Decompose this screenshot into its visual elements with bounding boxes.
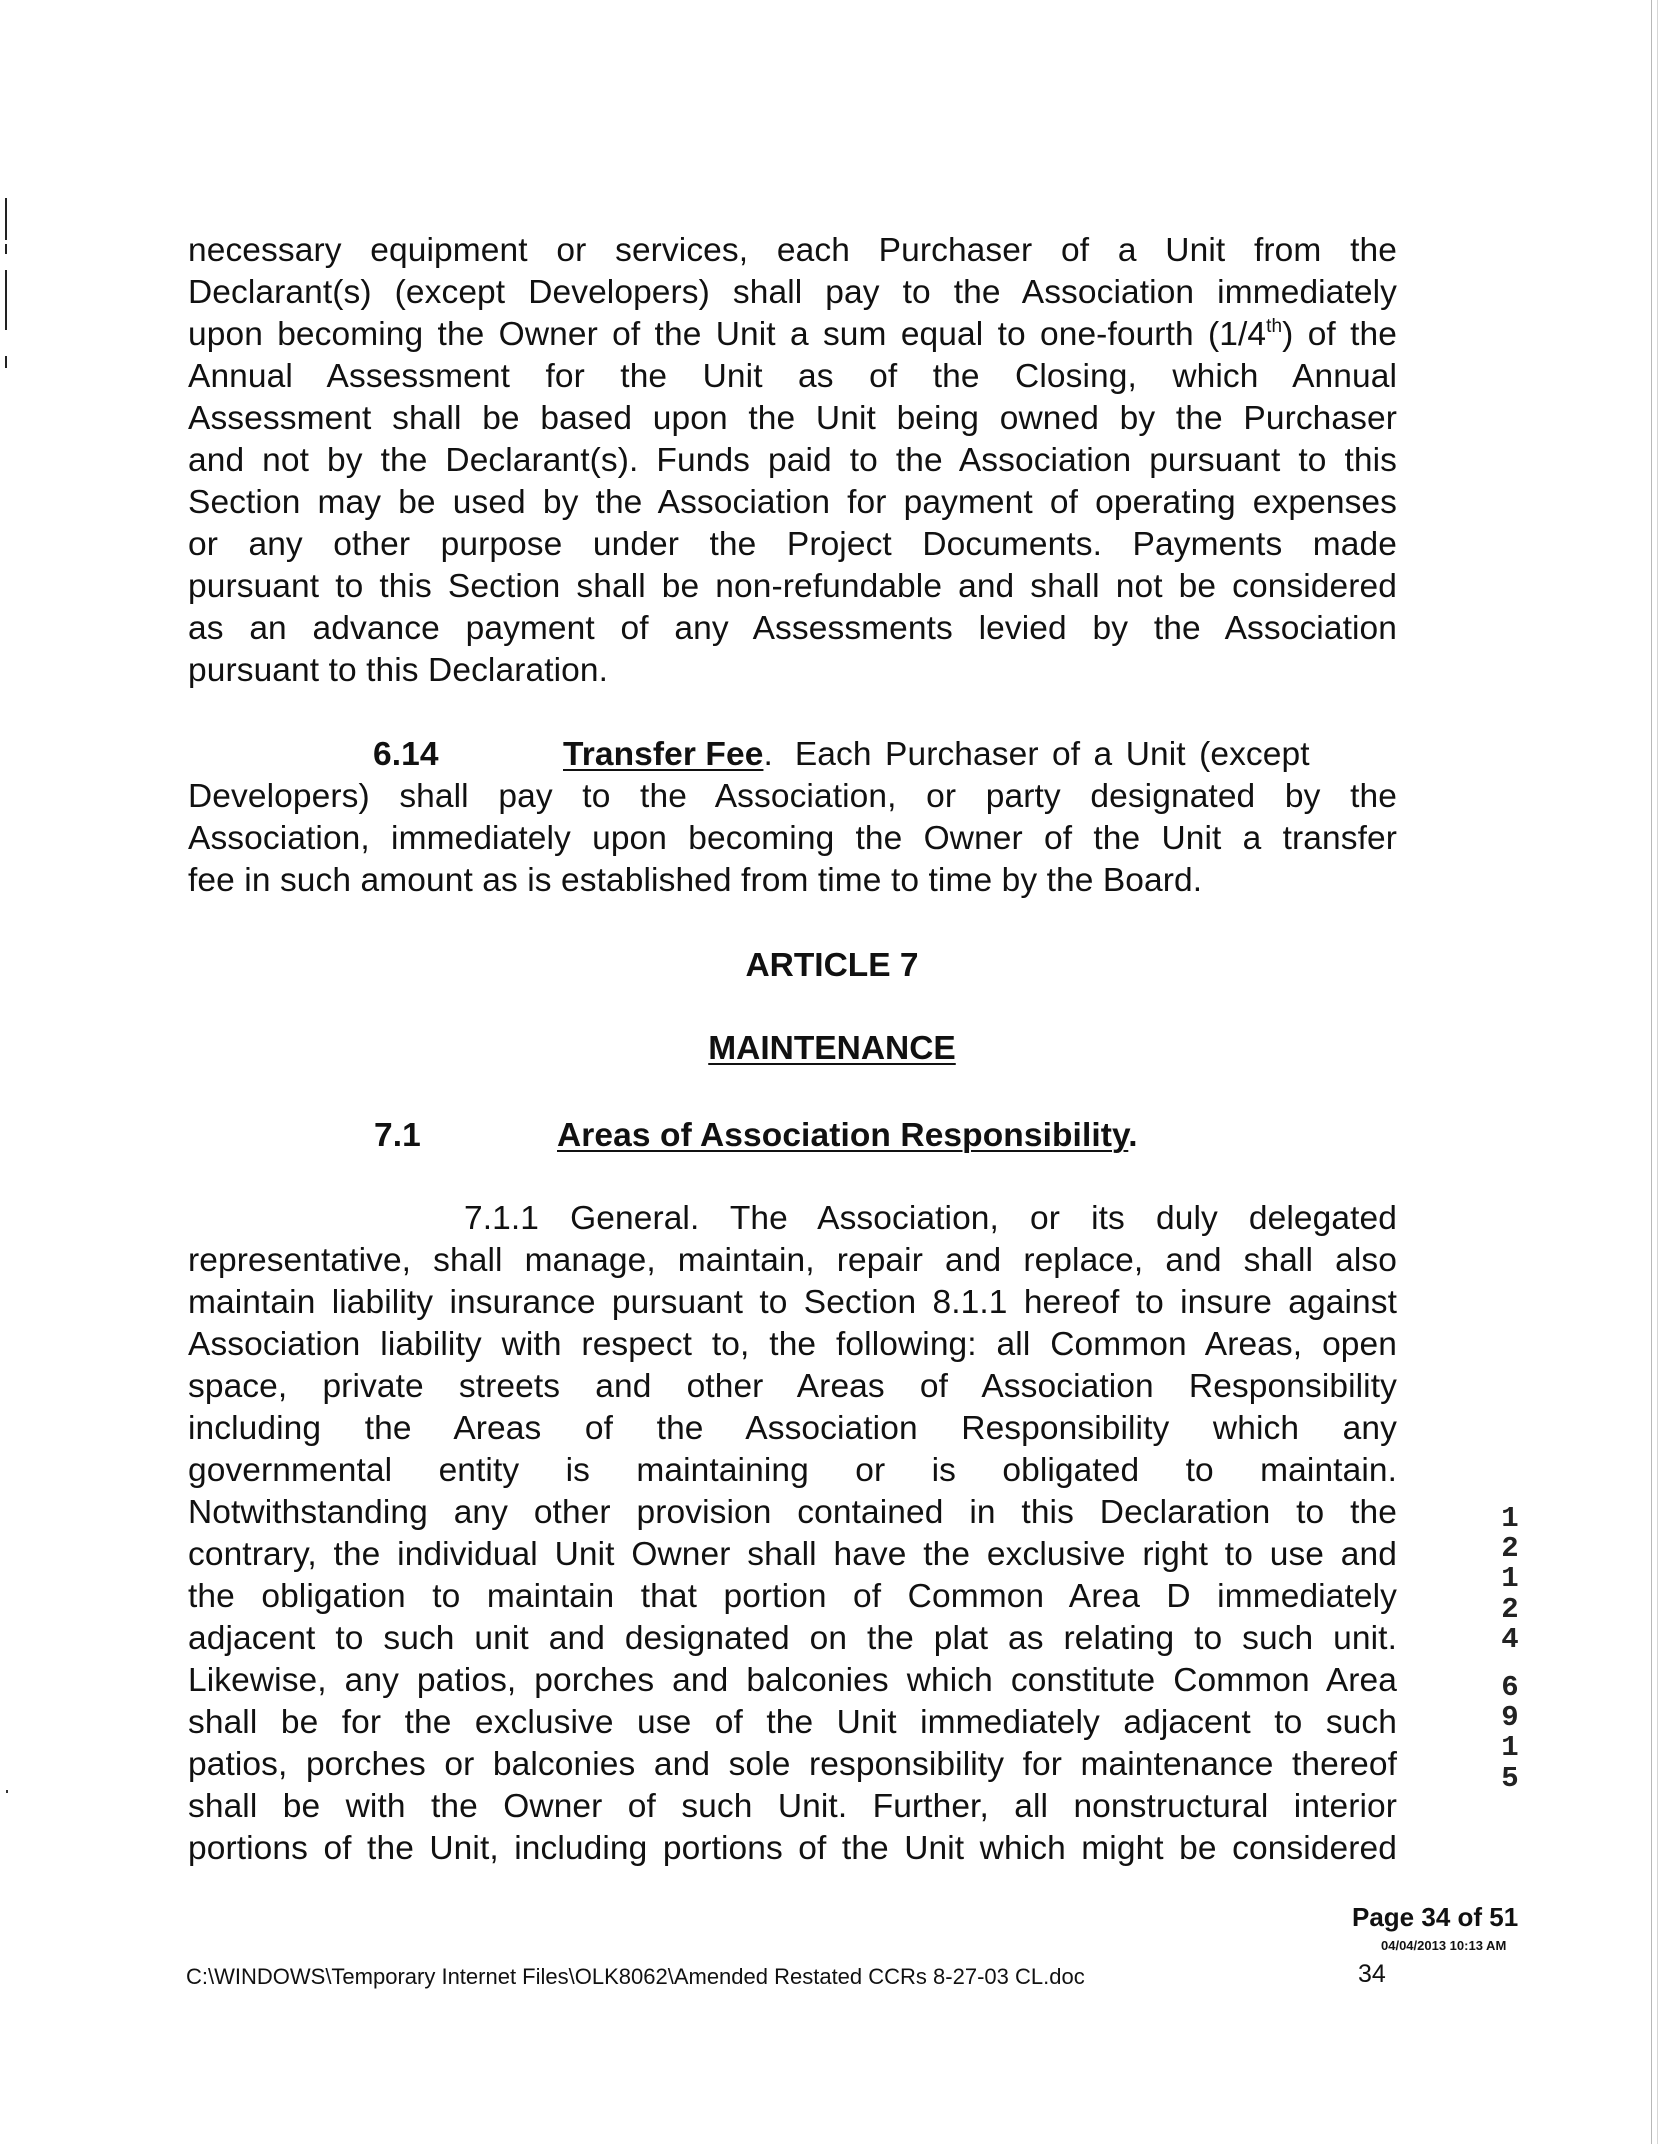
recording-digit: 2 bbox=[1501, 1592, 1519, 1626]
text-line: Association, immediately upon becoming the Owner of the Unit a transfer bbox=[188, 820, 1397, 857]
recording-digit: 1 bbox=[1501, 1502, 1519, 1535]
text-line: Developers) shall pay to the Association, or party designated by the bbox=[188, 778, 1397, 815]
text-line: Notwithstanding any other provision contained in this Declaration to the bbox=[188, 1494, 1397, 1531]
recording-digit: 6 bbox=[1501, 1671, 1519, 1705]
text-line: space, private streets and other Areas of Association Responsibility bbox=[188, 1368, 1397, 1405]
file-path: C:\WINDOWS\Temporary Internet Files\OLK8062\Amended Restated CCRs 8-27-03 CL.doc bbox=[186, 1964, 1085, 1989]
text-fragment: ) of the bbox=[1282, 316, 1397, 353]
text-line: Annual Assessment for the Unit as of the Closing, which Annual bbox=[188, 358, 1397, 395]
text-line: and not by the Declarant(s). Funds paid to the Association pursuant to this bbox=[188, 442, 1397, 479]
section-heading-line bbox=[188, 1115, 1397, 1157]
paragraph-purchaser-payment bbox=[188, 230, 1397, 692]
section-number: 6.14 bbox=[373, 736, 439, 773]
section-transfer-fee bbox=[188, 734, 1397, 902]
superscript: th bbox=[1266, 316, 1283, 337]
text-line: including the Areas of the Association Responsibility which any bbox=[188, 1410, 1397, 1447]
recording-digit: 1 bbox=[1501, 1562, 1519, 1596]
text-line: maintain liability insurance pursuant to Section 8.1.1 hereof to insure against bbox=[188, 1284, 1397, 1321]
text-line: adjacent to such unit and designated on the plat as relating to such unit. bbox=[188, 1620, 1397, 1657]
text-line: portions of the Unit, including portions of the Unit which might be considered bbox=[188, 1830, 1397, 1867]
text-line: shall be for the exclusive use of the Unit immediately adjacent to such bbox=[188, 1704, 1397, 1741]
page-count-label: Page 34 of 51 bbox=[1352, 1902, 1519, 1932]
recording-digit: 2 bbox=[1501, 1532, 1519, 1566]
text-line: fee in such amount as is established from time to time by the Board. bbox=[188, 862, 1203, 899]
scan-speck bbox=[6, 1790, 8, 1793]
left-margin-mark bbox=[5, 244, 7, 254]
left-margin-mark bbox=[5, 356, 7, 368]
recording-digit: 1 bbox=[1501, 1731, 1519, 1765]
section-number: 7.1 bbox=[374, 1117, 421, 1154]
left-margin-mark bbox=[5, 270, 7, 330]
text-line: the obligation to maintain that portion of Common Area D immediately bbox=[188, 1578, 1397, 1615]
text-fragment: upon becoming the Owner of the Unit a sum equal to one-fourth (1/4 bbox=[188, 316, 1267, 353]
article-subheading bbox=[0, 1030, 1664, 1068]
text-line: 7.1.1 General. The Association, or its duly delegated bbox=[464, 1200, 1397, 1237]
article-heading: ARTICLE 7 bbox=[745, 947, 919, 984]
scan-edge-line bbox=[1651, 0, 1652, 2144]
text-line: patios, porches or balconies and sole responsibility for maintenance thereof bbox=[188, 1746, 1397, 1783]
text-line: pursuant to this Declaration. bbox=[188, 652, 609, 689]
recording-digit: 5 bbox=[1501, 1761, 1519, 1795]
text-line: representative, shall manage, maintain, repair and replace, and shall also bbox=[188, 1242, 1397, 1279]
section-title-punct: . bbox=[763, 736, 773, 773]
section-heading-line bbox=[188, 734, 1397, 776]
page-number: 34 bbox=[1358, 1960, 1386, 1988]
text-line: contrary, the individual Unit Owner shall have the exclusive right to use and bbox=[188, 1536, 1397, 1573]
text-line: as an advance payment of any Assessments levied by the Association bbox=[188, 610, 1397, 647]
section-7-1-heading bbox=[188, 1115, 1397, 1157]
text-line: governmental entity is maintaining or is obligated to maintain. bbox=[188, 1452, 1397, 1489]
text-fragment: Each Purchaser of a Unit (except bbox=[794, 736, 1310, 773]
section-title: Transfer Fee bbox=[563, 736, 764, 773]
text-line: Likewise, any patios, porches and balconies which constitute Common Area bbox=[188, 1662, 1397, 1699]
left-margin-mark bbox=[5, 198, 7, 240]
section-title: Areas of Association Responsibility bbox=[557, 1117, 1129, 1154]
section-7-1-1-general bbox=[188, 1198, 1397, 1870]
print-timestamp: 04/04/2013 10:13 AM bbox=[1381, 1938, 1507, 1953]
text-line: necessary equipment or services, each Purchaser of a Unit from the bbox=[188, 232, 1397, 269]
recording-digit: 9 bbox=[1501, 1701, 1519, 1735]
text-line: Association liability with respect to, the following: all Common Areas, open bbox=[188, 1326, 1397, 1363]
text-line: Assessment shall be based upon the Unit being owned by the Purchaser bbox=[188, 400, 1397, 437]
recording-number bbox=[1498, 1504, 1522, 1794]
recording-digit: 4 bbox=[1501, 1622, 1519, 1656]
text-line: or any other purpose under the Project Documents. Payments made bbox=[188, 526, 1397, 563]
section-title-punct: . bbox=[1128, 1117, 1138, 1154]
text-line: shall be with the Owner of such Unit. Further, all nonstructural interior bbox=[188, 1788, 1397, 1825]
text-line: pursuant to this Section shall be non-refundable and shall not be considered bbox=[188, 568, 1397, 605]
article-subheading-text: MAINTENANCE bbox=[708, 1030, 956, 1067]
text-line bbox=[188, 314, 1397, 356]
text-line: Declarant(s) (except Developers) shall pay to the Association immediately bbox=[188, 274, 1397, 311]
text-line: Section may be used by the Association for payment of operating expenses bbox=[188, 484, 1397, 521]
scan-edge-line-secondary bbox=[1657, 0, 1658, 2144]
